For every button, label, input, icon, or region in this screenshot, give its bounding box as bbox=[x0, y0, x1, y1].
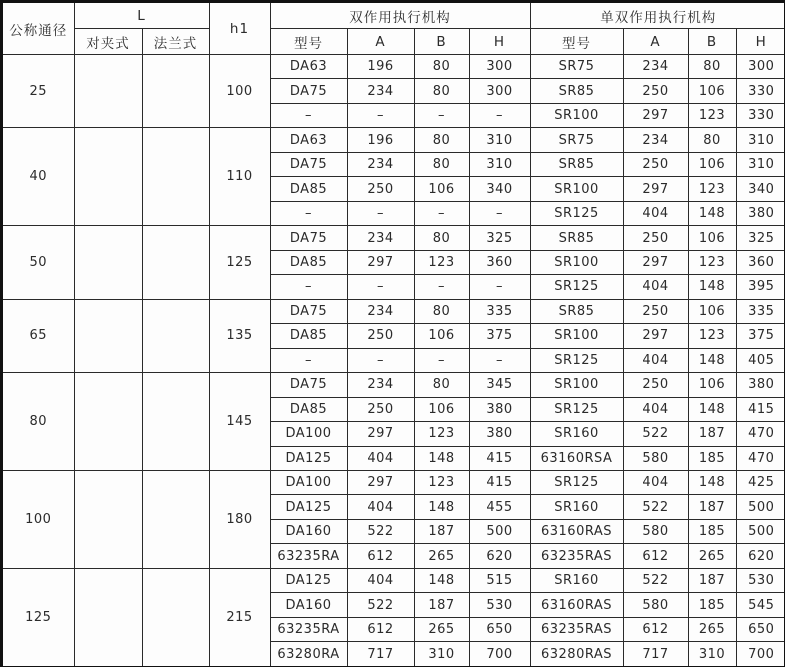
cell-double-B: 106 bbox=[414, 324, 469, 348]
cell-h1: 100 bbox=[209, 55, 270, 128]
table-row bbox=[2, 373, 785, 397]
cell-single-B: 106 bbox=[688, 152, 736, 176]
cell-double-H: – bbox=[469, 348, 530, 372]
cell-double-B: 148 bbox=[414, 568, 469, 592]
cell-double-H: 650 bbox=[469, 617, 530, 641]
cell-flange-type-L bbox=[142, 470, 209, 568]
cell-double-A: 522 bbox=[347, 519, 414, 543]
table-header bbox=[2, 2, 785, 55]
cell-single-B: 106 bbox=[688, 226, 736, 250]
cell-single-model: SR160 bbox=[530, 422, 623, 446]
cell-double-H: 380 bbox=[469, 397, 530, 421]
cell-single-A: 612 bbox=[623, 617, 688, 641]
cell-double-H: 360 bbox=[469, 250, 530, 274]
cell-double-model: 63235RA bbox=[270, 617, 347, 641]
cell-single-H: 620 bbox=[736, 544, 785, 568]
cell-flange-type-L bbox=[142, 299, 209, 372]
cell-double-B: 106 bbox=[414, 177, 469, 201]
cell-single-model: SR125 bbox=[530, 275, 623, 299]
cell-single-A: 234 bbox=[623, 128, 688, 152]
cell-double-model: DA125 bbox=[270, 495, 347, 519]
cell-double-H: 310 bbox=[469, 152, 530, 176]
cell-double-model: – bbox=[270, 348, 347, 372]
cell-single-B: 123 bbox=[688, 324, 736, 348]
cell-flange-type-L bbox=[142, 128, 209, 226]
cell-single-model: 63160RAS bbox=[530, 593, 623, 617]
cell-wafer-type-L bbox=[74, 373, 142, 471]
cell-double-A: 404 bbox=[347, 446, 414, 470]
cell-double-H: 300 bbox=[469, 79, 530, 103]
cell-double-model: DA75 bbox=[270, 79, 347, 103]
cell-double-model: DA85 bbox=[270, 177, 347, 201]
table-row bbox=[2, 226, 785, 250]
cell-double-A: 297 bbox=[347, 470, 414, 494]
cell-single-H: 530 bbox=[736, 568, 785, 592]
cell-nominal-diameter: 50 bbox=[2, 226, 74, 299]
cell-single-H: 380 bbox=[736, 373, 785, 397]
actuator-dimensions-table bbox=[1, 1, 785, 667]
cell-single-model: SR160 bbox=[530, 568, 623, 592]
cell-single-A: 250 bbox=[623, 373, 688, 397]
cell-double-A: 522 bbox=[347, 593, 414, 617]
cell-h1: 135 bbox=[209, 299, 270, 372]
cell-single-A: 250 bbox=[623, 79, 688, 103]
cell-single-model: SR125 bbox=[530, 470, 623, 494]
cell-single-B: 187 bbox=[688, 568, 736, 592]
cell-double-B: 80 bbox=[414, 226, 469, 250]
cell-single-B: 148 bbox=[688, 275, 736, 299]
cell-single-A: 404 bbox=[623, 275, 688, 299]
cell-double-A: – bbox=[347, 201, 414, 225]
cell-double-A: 717 bbox=[347, 642, 414, 667]
cell-single-A: 522 bbox=[623, 495, 688, 519]
cell-double-A: 612 bbox=[347, 617, 414, 641]
cell-single-model: SR125 bbox=[530, 201, 623, 225]
header-single-A: A bbox=[623, 29, 688, 55]
table-row bbox=[2, 568, 785, 592]
cell-single-A: 404 bbox=[623, 470, 688, 494]
cell-single-B: 106 bbox=[688, 299, 736, 323]
cell-double-A: 612 bbox=[347, 544, 414, 568]
table-row bbox=[2, 470, 785, 494]
cell-double-A: 196 bbox=[347, 55, 414, 79]
header-double-model: 型号 bbox=[270, 29, 347, 55]
cell-double-H: 415 bbox=[469, 470, 530, 494]
cell-wafer-type-L bbox=[74, 299, 142, 372]
cell-double-model: DA75 bbox=[270, 226, 347, 250]
cell-double-H: 310 bbox=[469, 128, 530, 152]
cell-single-B: 187 bbox=[688, 422, 736, 446]
header-single-B: B bbox=[688, 29, 736, 55]
cell-double-model: – bbox=[270, 201, 347, 225]
cell-double-B: 310 bbox=[414, 642, 469, 667]
cell-double-A: 297 bbox=[347, 422, 414, 446]
cell-single-H: 395 bbox=[736, 275, 785, 299]
cell-double-B: 123 bbox=[414, 422, 469, 446]
cell-flange-type-L bbox=[142, 226, 209, 299]
cell-single-model: SR125 bbox=[530, 348, 623, 372]
cell-single-A: 234 bbox=[623, 55, 688, 79]
cell-double-A: 196 bbox=[347, 128, 414, 152]
cell-h1: 215 bbox=[209, 568, 270, 667]
cell-single-A: 522 bbox=[623, 422, 688, 446]
cell-double-model: DA85 bbox=[270, 397, 347, 421]
cell-single-H: 470 bbox=[736, 422, 785, 446]
cell-double-model: DA63 bbox=[270, 128, 347, 152]
cell-double-A: – bbox=[347, 275, 414, 299]
cell-single-B: 265 bbox=[688, 617, 736, 641]
cell-double-B: 265 bbox=[414, 617, 469, 641]
cell-single-model: SR160 bbox=[530, 495, 623, 519]
cell-double-B: 148 bbox=[414, 446, 469, 470]
cell-double-A: 234 bbox=[347, 152, 414, 176]
cell-double-model: DA85 bbox=[270, 250, 347, 274]
header-double-B: B bbox=[414, 29, 469, 55]
cell-double-B: 80 bbox=[414, 128, 469, 152]
cell-nominal-diameter: 40 bbox=[2, 128, 74, 226]
cell-double-A: 250 bbox=[347, 324, 414, 348]
cell-double-A: – bbox=[347, 103, 414, 127]
cell-single-A: 580 bbox=[623, 519, 688, 543]
table-row bbox=[2, 299, 785, 323]
cell-double-B: 187 bbox=[414, 519, 469, 543]
cell-nominal-diameter: 80 bbox=[2, 373, 74, 471]
cell-wafer-type-L bbox=[74, 128, 142, 226]
cell-double-B: 148 bbox=[414, 495, 469, 519]
cell-single-B: 148 bbox=[688, 348, 736, 372]
cell-flange-type-L bbox=[142, 568, 209, 667]
cell-double-model: DA75 bbox=[270, 373, 347, 397]
cell-single-B: 106 bbox=[688, 79, 736, 103]
cell-double-H: 620 bbox=[469, 544, 530, 568]
cell-single-model: 63160RAS bbox=[530, 519, 623, 543]
cell-double-H: 380 bbox=[469, 422, 530, 446]
cell-single-B: 123 bbox=[688, 103, 736, 127]
cell-double-B: 123 bbox=[414, 470, 469, 494]
cell-double-model: DA100 bbox=[270, 422, 347, 446]
cell-single-model: SR100 bbox=[530, 177, 623, 201]
cell-single-B: 80 bbox=[688, 55, 736, 79]
cell-single-model: 63280RAS bbox=[530, 642, 623, 667]
cell-nominal-diameter: 125 bbox=[2, 568, 74, 667]
header-double-H: H bbox=[469, 29, 530, 55]
cell-single-A: 717 bbox=[623, 642, 688, 667]
cell-double-B: – bbox=[414, 348, 469, 372]
cell-single-H: 470 bbox=[736, 446, 785, 470]
cell-single-H: 700 bbox=[736, 642, 785, 667]
cell-double-H: 700 bbox=[469, 642, 530, 667]
cell-double-H: 375 bbox=[469, 324, 530, 348]
cell-double-H: – bbox=[469, 201, 530, 225]
cell-single-A: 250 bbox=[623, 226, 688, 250]
header-single-model: 型号 bbox=[530, 29, 623, 55]
cell-double-A: 234 bbox=[347, 299, 414, 323]
cell-double-B: 80 bbox=[414, 373, 469, 397]
cell-single-H: 360 bbox=[736, 250, 785, 274]
cell-single-H: 405 bbox=[736, 348, 785, 372]
cell-double-model: 63235RA bbox=[270, 544, 347, 568]
cell-single-model: 63235RAS bbox=[530, 617, 623, 641]
cell-double-H: 530 bbox=[469, 593, 530, 617]
cell-single-H: 325 bbox=[736, 226, 785, 250]
cell-double-A: 297 bbox=[347, 250, 414, 274]
cell-double-H: 515 bbox=[469, 568, 530, 592]
header-wafer-type: 对夹式 bbox=[74, 29, 142, 55]
cell-double-H: – bbox=[469, 103, 530, 127]
cell-single-model: 63235RAS bbox=[530, 544, 623, 568]
cell-single-H: 650 bbox=[736, 617, 785, 641]
header-double-acting-actuator: 双作用执行机构 bbox=[270, 2, 530, 29]
cell-double-model: DA75 bbox=[270, 152, 347, 176]
header-row-top bbox=[2, 2, 785, 29]
cell-nominal-diameter: 100 bbox=[2, 470, 74, 568]
header-L: L bbox=[74, 2, 209, 29]
cell-single-model: SR85 bbox=[530, 226, 623, 250]
cell-nominal-diameter: 25 bbox=[2, 55, 74, 128]
header-flange-type: 法兰式 bbox=[142, 29, 209, 55]
cell-single-H: 500 bbox=[736, 519, 785, 543]
cell-single-model: SR85 bbox=[530, 299, 623, 323]
cell-double-model: DA63 bbox=[270, 55, 347, 79]
cell-double-model: DA100 bbox=[270, 470, 347, 494]
cell-double-A: 404 bbox=[347, 495, 414, 519]
cell-single-model: SR85 bbox=[530, 152, 623, 176]
cell-single-A: 250 bbox=[623, 299, 688, 323]
cell-double-H: 335 bbox=[469, 299, 530, 323]
cell-double-H: 345 bbox=[469, 373, 530, 397]
cell-single-A: 297 bbox=[623, 250, 688, 274]
cell-double-A: 404 bbox=[347, 568, 414, 592]
cell-double-H: 325 bbox=[469, 226, 530, 250]
header-single-double-acting-actuator: 单双作用执行机构 bbox=[530, 2, 785, 29]
cell-single-A: 612 bbox=[623, 544, 688, 568]
cell-double-H: 340 bbox=[469, 177, 530, 201]
cell-single-model: SR100 bbox=[530, 373, 623, 397]
cell-single-model: 63160RSA bbox=[530, 446, 623, 470]
cell-double-model: DA160 bbox=[270, 593, 347, 617]
cell-double-A: 234 bbox=[347, 79, 414, 103]
cell-double-H: 300 bbox=[469, 55, 530, 79]
table-body bbox=[2, 55, 785, 667]
cell-double-B: 106 bbox=[414, 397, 469, 421]
header-nominal-diameter: 公称通径 bbox=[2, 2, 74, 55]
cell-single-A: 250 bbox=[623, 152, 688, 176]
cell-single-H: 335 bbox=[736, 299, 785, 323]
cell-double-B: 265 bbox=[414, 544, 469, 568]
cell-single-B: 148 bbox=[688, 201, 736, 225]
cell-double-A: 250 bbox=[347, 397, 414, 421]
cell-single-A: 297 bbox=[623, 103, 688, 127]
cell-single-B: 80 bbox=[688, 128, 736, 152]
cell-double-model: DA160 bbox=[270, 519, 347, 543]
cell-double-B: – bbox=[414, 103, 469, 127]
cell-single-H: 330 bbox=[736, 103, 785, 127]
table-row bbox=[2, 128, 785, 152]
cell-h1: 145 bbox=[209, 373, 270, 471]
cell-single-A: 522 bbox=[623, 568, 688, 592]
cell-double-model: DA85 bbox=[270, 324, 347, 348]
cell-single-model: SR75 bbox=[530, 55, 623, 79]
cell-double-model: – bbox=[270, 275, 347, 299]
cell-single-H: 330 bbox=[736, 79, 785, 103]
cell-wafer-type-L bbox=[74, 226, 142, 299]
cell-single-model: SR85 bbox=[530, 79, 623, 103]
cell-double-B: 123 bbox=[414, 250, 469, 274]
cell-wafer-type-L bbox=[74, 568, 142, 667]
cell-single-H: 425 bbox=[736, 470, 785, 494]
cell-single-B: 187 bbox=[688, 495, 736, 519]
cell-single-model: SR75 bbox=[530, 128, 623, 152]
cell-double-model: – bbox=[270, 103, 347, 127]
header-single-H: H bbox=[736, 29, 785, 55]
header-row-sub bbox=[2, 29, 785, 55]
cell-single-B: 310 bbox=[688, 642, 736, 667]
cell-flange-type-L bbox=[142, 55, 209, 128]
cell-double-H: 500 bbox=[469, 519, 530, 543]
cell-single-H: 310 bbox=[736, 152, 785, 176]
cell-single-A: 297 bbox=[623, 177, 688, 201]
cell-h1: 125 bbox=[209, 226, 270, 299]
cell-h1: 180 bbox=[209, 470, 270, 568]
cell-single-B: 148 bbox=[688, 470, 736, 494]
cell-wafer-type-L bbox=[74, 55, 142, 128]
cell-double-model: DA75 bbox=[270, 299, 347, 323]
cell-double-model: DA125 bbox=[270, 446, 347, 470]
cell-single-A: 404 bbox=[623, 397, 688, 421]
cell-double-model: 63280RA bbox=[270, 642, 347, 667]
cell-single-B: 148 bbox=[688, 397, 736, 421]
cell-single-model: SR100 bbox=[530, 250, 623, 274]
table-row bbox=[2, 55, 785, 79]
cell-single-H: 380 bbox=[736, 201, 785, 225]
cell-double-H: 455 bbox=[469, 495, 530, 519]
cell-single-B: 185 bbox=[688, 593, 736, 617]
cell-double-H: – bbox=[469, 275, 530, 299]
cell-single-model: SR100 bbox=[530, 324, 623, 348]
cell-double-H: 415 bbox=[469, 446, 530, 470]
cell-single-H: 545 bbox=[736, 593, 785, 617]
cell-single-model: SR100 bbox=[530, 103, 623, 127]
cell-double-B: 80 bbox=[414, 79, 469, 103]
header-double-A: A bbox=[347, 29, 414, 55]
header-h1: h1 bbox=[209, 2, 270, 55]
cell-double-B: 80 bbox=[414, 299, 469, 323]
cell-single-H: 310 bbox=[736, 128, 785, 152]
cell-double-B: – bbox=[414, 275, 469, 299]
cell-single-B: 106 bbox=[688, 373, 736, 397]
cell-single-B: 123 bbox=[688, 250, 736, 274]
cell-single-H: 500 bbox=[736, 495, 785, 519]
cell-double-A: 234 bbox=[347, 373, 414, 397]
cell-h1: 110 bbox=[209, 128, 270, 226]
cell-double-B: 80 bbox=[414, 55, 469, 79]
cell-single-B: 185 bbox=[688, 519, 736, 543]
cell-single-A: 297 bbox=[623, 324, 688, 348]
cell-single-A: 404 bbox=[623, 201, 688, 225]
cell-single-A: 580 bbox=[623, 593, 688, 617]
cell-single-B: 123 bbox=[688, 177, 736, 201]
cell-single-A: 580 bbox=[623, 446, 688, 470]
cell-single-B: 265 bbox=[688, 544, 736, 568]
cell-wafer-type-L bbox=[74, 470, 142, 568]
cell-double-A: 234 bbox=[347, 226, 414, 250]
cell-double-B: 80 bbox=[414, 152, 469, 176]
cell-double-B: – bbox=[414, 201, 469, 225]
cell-single-H: 415 bbox=[736, 397, 785, 421]
cell-double-model: DA125 bbox=[270, 568, 347, 592]
cell-double-A: 250 bbox=[347, 177, 414, 201]
cell-nominal-diameter: 65 bbox=[2, 299, 74, 372]
cell-double-B: 187 bbox=[414, 593, 469, 617]
cell-single-A: 404 bbox=[623, 348, 688, 372]
cell-flange-type-L bbox=[142, 373, 209, 471]
cell-single-model: SR125 bbox=[530, 397, 623, 421]
cell-single-H: 340 bbox=[736, 177, 785, 201]
cell-double-A: – bbox=[347, 348, 414, 372]
cell-single-H: 375 bbox=[736, 324, 785, 348]
cell-single-B: 185 bbox=[688, 446, 736, 470]
cell-single-H: 300 bbox=[736, 55, 785, 79]
